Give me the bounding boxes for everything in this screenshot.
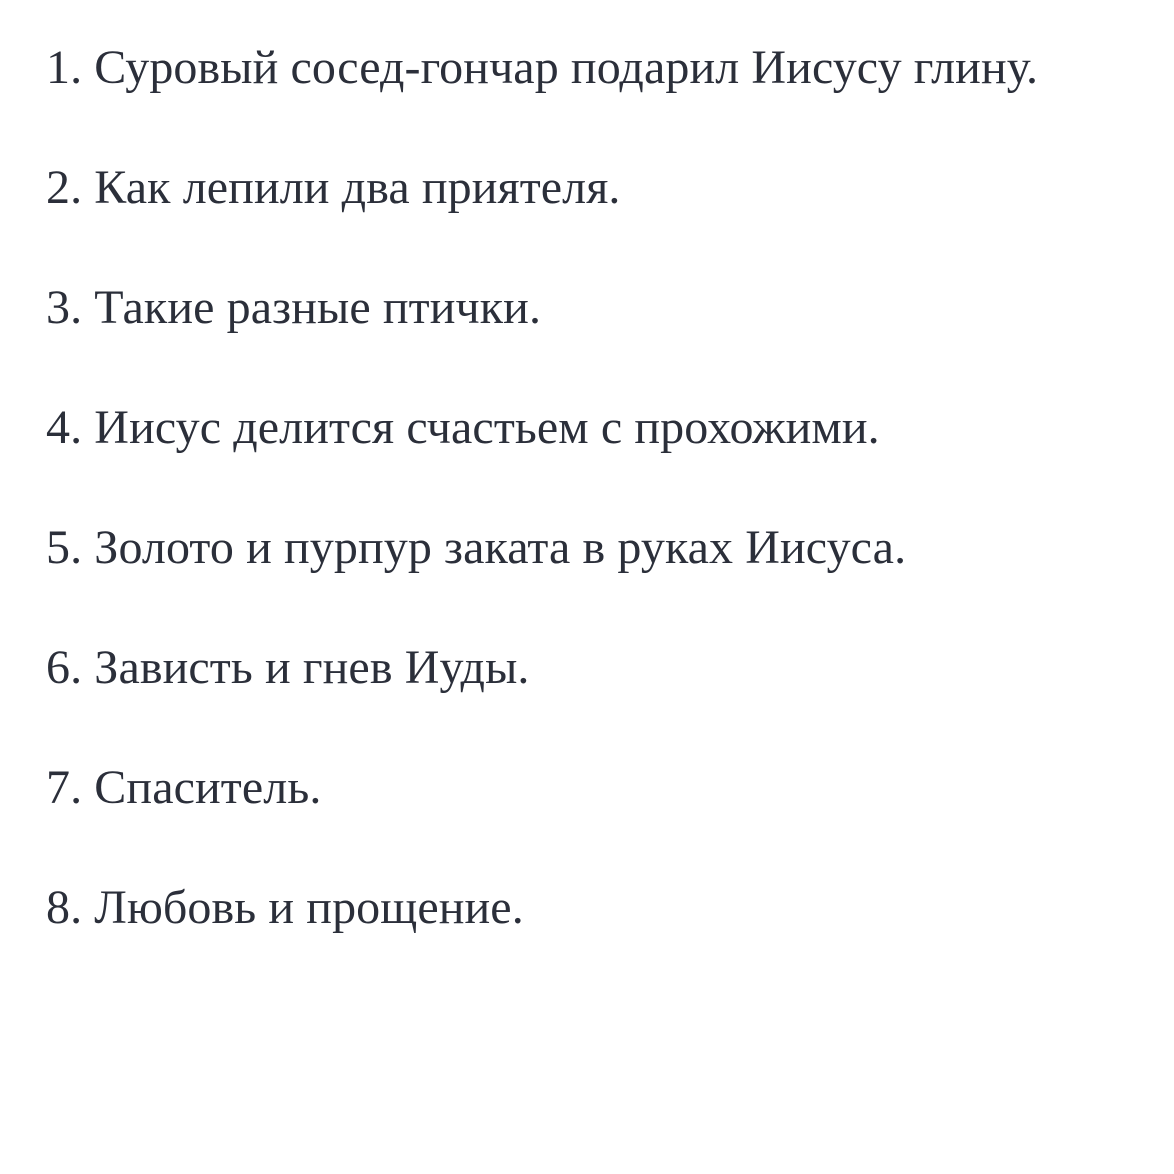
list-item: 8. Любовь и прощение. bbox=[46, 881, 524, 934]
outline-list bbox=[46, 36, 1166, 996]
list-item: 5. Золото и пурпур заката в руках Иисуса. bbox=[46, 521, 907, 574]
list-item: 3. Такие разные птички. bbox=[46, 281, 542, 334]
list-item: 7. Спаситель. bbox=[46, 761, 322, 814]
list-item: 1. Суровый сосед-гончар подарил Иисусу глину. bbox=[46, 41, 1039, 94]
list-item: 6. Зависть и гнев Иуды. bbox=[46, 641, 530, 694]
list-item: 4. Иисус делится счастьем с прохожими. bbox=[46, 401, 880, 454]
list-item: 2. Как лепили два приятеля. bbox=[46, 161, 621, 214]
